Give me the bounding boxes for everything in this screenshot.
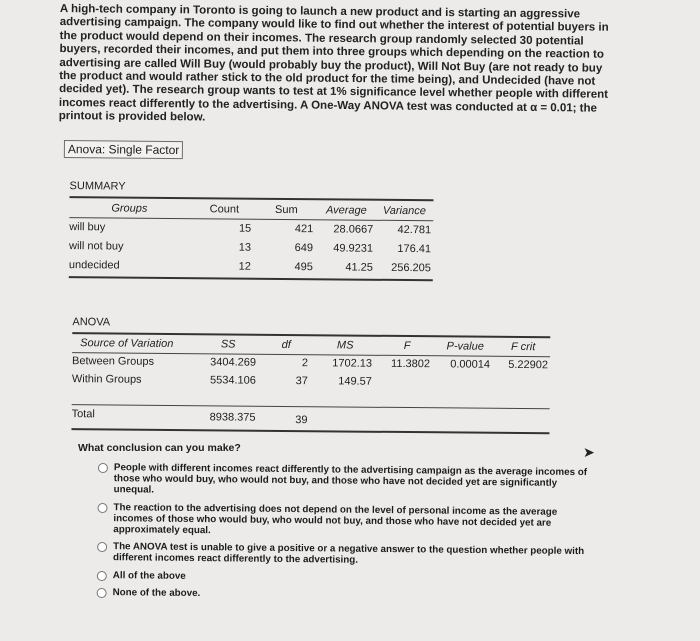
anova-row-between-df: 2 bbox=[301, 357, 309, 370]
summary-header-groups: Groups bbox=[111, 202, 148, 215]
summary-row-will-buy-average: 28.0667 bbox=[333, 223, 374, 236]
anova-row-between-ss: 3404.269 bbox=[210, 356, 257, 369]
radio-icon[interactable] bbox=[97, 588, 107, 598]
radio-icon[interactable] bbox=[97, 571, 107, 581]
anova-header-ms: MS bbox=[336, 339, 354, 352]
option-1[interactable] bbox=[98, 462, 598, 501]
anova-total-rule bbox=[72, 404, 550, 409]
anova-header-f: F bbox=[403, 340, 411, 353]
problem-statement: A high-tech company in Toronto is going to launch a new product and is starting an aggressive advertising campaign. The company would like to find out whether the interest of potential buyers in the product would depend on their incomes. The research group randomly selected 30 potential buyers, recorded their incomes, and put them into three groups which depending on the reaction to advertising are called Will Buy (would probably buy the product), Will Not Buy (are not ready to buy the product and would rather stick to the old product for the time being), and Undecided (have not decided yet). The research group wants to test at 1% significance level whether people with different incomes react differently to the advertising. A One-Way ANOVA test was conducted at α = 0.01; the printout is provided below. bbox=[58, 3, 609, 124]
anova-header-df: df bbox=[281, 338, 291, 352]
radio-icon[interactable] bbox=[97, 542, 107, 552]
anova-row-within-ms: 149.57 bbox=[338, 375, 372, 388]
anova-row-within-source: Within Groups bbox=[71, 373, 142, 386]
option-2-text: The reaction to the advertising does not depend on the level of personal income as the average incomes of those who would buy, who would not buy, and those who have not decided yet are approximately equal. bbox=[113, 501, 558, 537]
option-3[interactable] bbox=[97, 541, 597, 569]
summary-row-undecided-group: undecided bbox=[68, 259, 120, 272]
summary-row-will-buy-variance: 42.781 bbox=[397, 223, 432, 237]
anova-row-between-f: 11.3802 bbox=[391, 357, 431, 371]
radio-icon[interactable] bbox=[97, 503, 107, 513]
summary-header-average: Average bbox=[325, 204, 367, 217]
anova-title: Anova: Single Factor bbox=[64, 140, 184, 159]
summary-row-will-not-buy-count: 13 bbox=[238, 241, 252, 254]
anova-row-between-f-crit: 5.22902 bbox=[508, 358, 549, 372]
question-text: What conclusion can you make? bbox=[78, 442, 241, 454]
option-1-text: People with different incomes react differently to the advertising campaign as the average incomes of those who would buy, who would not buy, and those who have not decided yet are significantly unequal. bbox=[113, 462, 588, 496]
anova-row-between-ms: 1702.13 bbox=[332, 357, 373, 370]
anova-bottom-rule bbox=[71, 428, 549, 434]
summary-row-will-not-buy-sum: 649 bbox=[294, 242, 314, 255]
option-4-text: All of the above bbox=[112, 569, 186, 582]
anova-total-label: Total bbox=[71, 408, 95, 421]
anova-header-source: Source of Variation bbox=[80, 337, 174, 350]
option-5-text: None of the above. bbox=[112, 586, 201, 599]
option-4[interactable] bbox=[97, 570, 597, 586]
anova-header-ss: SS bbox=[220, 338, 236, 351]
summary-header-sum: Sum bbox=[275, 203, 298, 217]
summary-row-will-buy-count: 15 bbox=[238, 222, 252, 235]
anova-total-df: 39 bbox=[295, 414, 308, 427]
anova-header-f-crit: F crit bbox=[511, 340, 536, 354]
answer-options bbox=[97, 462, 598, 609]
summary-row-undecided-sum: 495 bbox=[294, 261, 313, 274]
summary-top-rule bbox=[69, 196, 433, 201]
summary-row-will-buy-group: will buy bbox=[69, 221, 106, 234]
summary-row-will-not-buy-average: 49.9231 bbox=[333, 242, 374, 255]
option-3-text: The ANOVA test is unable to give a positive or a negative answer to the question whether people with different incomes react differently to the advertising. bbox=[112, 541, 585, 567]
summary-header-variance: Variance bbox=[382, 204, 426, 218]
summary-row-undecided-count: 12 bbox=[238, 260, 251, 273]
mouse-cursor-icon: ➤ bbox=[583, 444, 595, 460]
anova-row-within-ss: 5534.106 bbox=[209, 374, 256, 387]
option-5[interactable] bbox=[97, 587, 597, 603]
option-2[interactable] bbox=[97, 502, 597, 541]
anova-row-between-source: Between Groups bbox=[72, 355, 155, 368]
anova-row-between-p-value: 0.00014 bbox=[450, 358, 491, 371]
summary-row-undecided-variance: 256.205 bbox=[391, 261, 431, 275]
summary-row-will-not-buy-group: will not buy bbox=[69, 240, 124, 253]
anova-header-p-value: P-value bbox=[446, 340, 484, 353]
summary-label: SUMMARY bbox=[69, 180, 126, 193]
summary-row-undecided-average: 41.25 bbox=[345, 261, 373, 274]
summary-header-count: Count bbox=[209, 203, 240, 216]
anova-printout bbox=[57, 138, 600, 439]
summary-bottom-rule bbox=[69, 276, 433, 281]
summary-row-will-buy-sum: 421 bbox=[294, 223, 314, 236]
summary-row-will-not-buy-variance: 176.41 bbox=[397, 242, 432, 256]
anova-row-within-df: 37 bbox=[295, 375, 308, 388]
anova-total-ss: 8938.375 bbox=[209, 411, 256, 424]
anova-label: ANOVA bbox=[72, 316, 111, 329]
summary-header-rule bbox=[69, 217, 433, 221]
radio-icon[interactable] bbox=[98, 463, 108, 473]
